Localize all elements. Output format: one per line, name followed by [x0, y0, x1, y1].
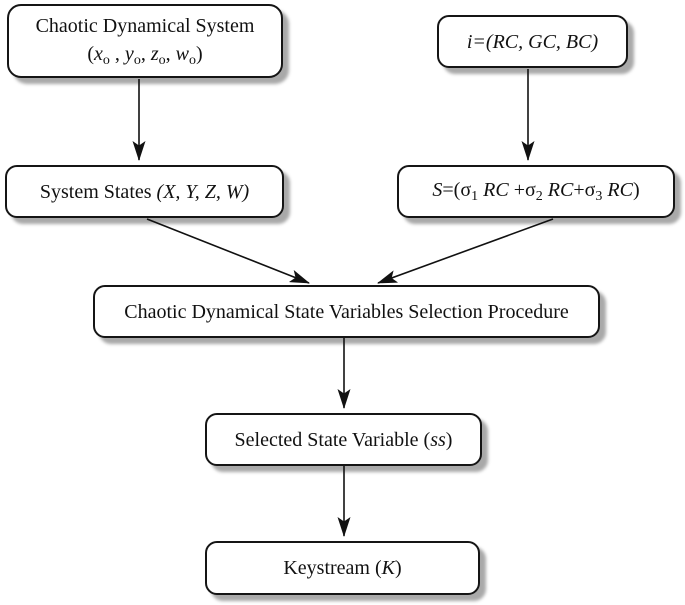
- node-selected-state-variable: [205, 413, 482, 466]
- node-image-components-input: [437, 15, 628, 68]
- node-system-states: [5, 165, 284, 218]
- arrow-sigma-to-select: [378, 219, 553, 283]
- node-selection-procedure-label: Chaotic Dynamical State Variables Selection Procedure: [124, 300, 569, 323]
- node-chaotic-dynamical-system: [7, 4, 283, 78]
- node-chaotic-dynamical-system-label: Chaotic Dynamical System (xo , yo, zo, wo): [35, 14, 255, 68]
- node-keystream-label: Keystream (K): [283, 557, 402, 579]
- node-sigma-sum: [397, 165, 675, 218]
- node-image-components-input-label: i=(RC, GC, BC): [466, 30, 599, 53]
- arrow-states-to-select: [147, 219, 309, 283]
- node-selected-state-variable-label: Selected State Variable (ss): [234, 428, 453, 451]
- node-selection-procedure: [93, 285, 600, 338]
- node-system-states-label: System States (X, Y, Z, W): [39, 180, 250, 203]
- node-keystream: [205, 541, 480, 595]
- node-sigma-sum-label: S=(σ1 RC +σ2 RC+σ3 RC): [432, 179, 640, 205]
